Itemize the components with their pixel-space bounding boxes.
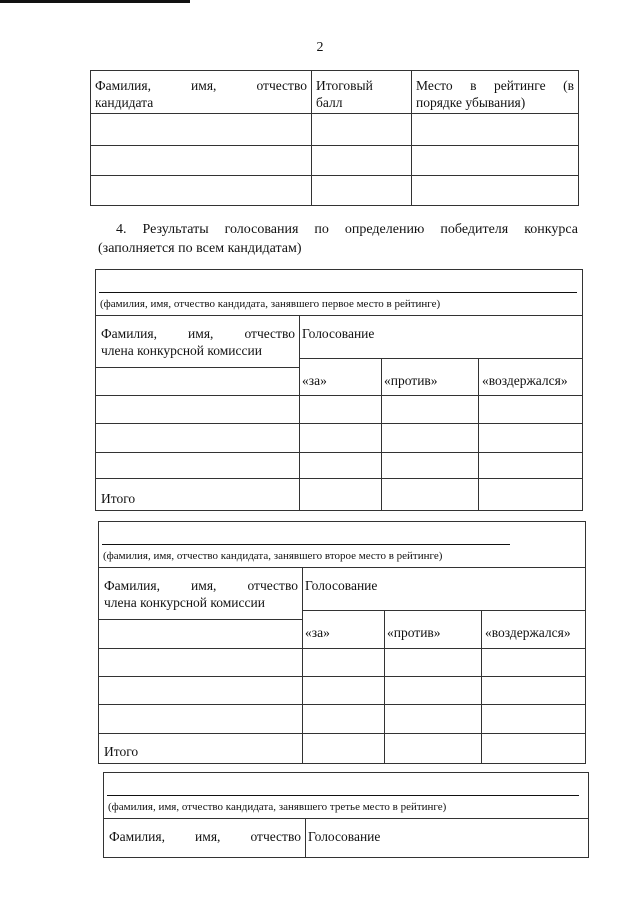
vote-table-2-caption: (фамилия, имя, отчество кандидата, занявшего второе место в рейтинге) xyxy=(103,550,443,562)
vote-table-2-against: «против» xyxy=(387,625,441,640)
section-4-title: 4. Результаты голосования по определению победителя конкурса (заполняется по всем кандидатам) xyxy=(98,222,578,256)
vote-table-1-abstain: «воздержался» xyxy=(482,373,568,388)
vote-table-2-member-header: Фамилия, имя, отчество члена конкурсной комиссии xyxy=(104,578,298,610)
top-rule xyxy=(0,0,190,3)
vote-table-1-for: «за» xyxy=(302,373,327,388)
vote-table-2-total: Итого xyxy=(104,744,139,759)
vote-table-3-member-header: Фамилия, имя, отчество xyxy=(109,829,301,844)
vote-table-1-caption: (фамилия, имя, отчество кандидата, занявшего первое место в рейтинге) xyxy=(100,298,441,310)
vote-table-2-abstain: «воздержался» xyxy=(485,625,571,640)
rating-table xyxy=(90,70,579,206)
vote-table-1-against: «против» xyxy=(384,373,438,388)
vote-table-1-member-header: Фамилия, имя, отчество члена конкурсной комиссии xyxy=(101,326,295,358)
vote-table-2-vote-header: Голосование xyxy=(305,578,378,593)
vote-table-2 xyxy=(98,521,586,764)
page-number: 2 xyxy=(316,40,324,55)
rating-header-name: Фамилия, имя, отчество кандидата xyxy=(95,78,307,110)
vote-table-1-vote-header: Голосование xyxy=(302,326,375,341)
rating-header-place: Место в рейтинге (в порядке убывания) xyxy=(416,78,574,110)
vote-table-1-total: Итого xyxy=(101,491,136,506)
vote-table-1 xyxy=(95,269,583,511)
vote-table-3-vote-header: Голосование xyxy=(308,829,381,844)
rating-header-score: Итоговый балл xyxy=(316,78,373,110)
vote-table-3 xyxy=(103,772,589,858)
vote-table-3-caption: (фамилия, имя, отчество кандидата, занявшего третье место в рейтинге) xyxy=(108,801,447,813)
vote-table-2-for: «за» xyxy=(305,625,330,640)
